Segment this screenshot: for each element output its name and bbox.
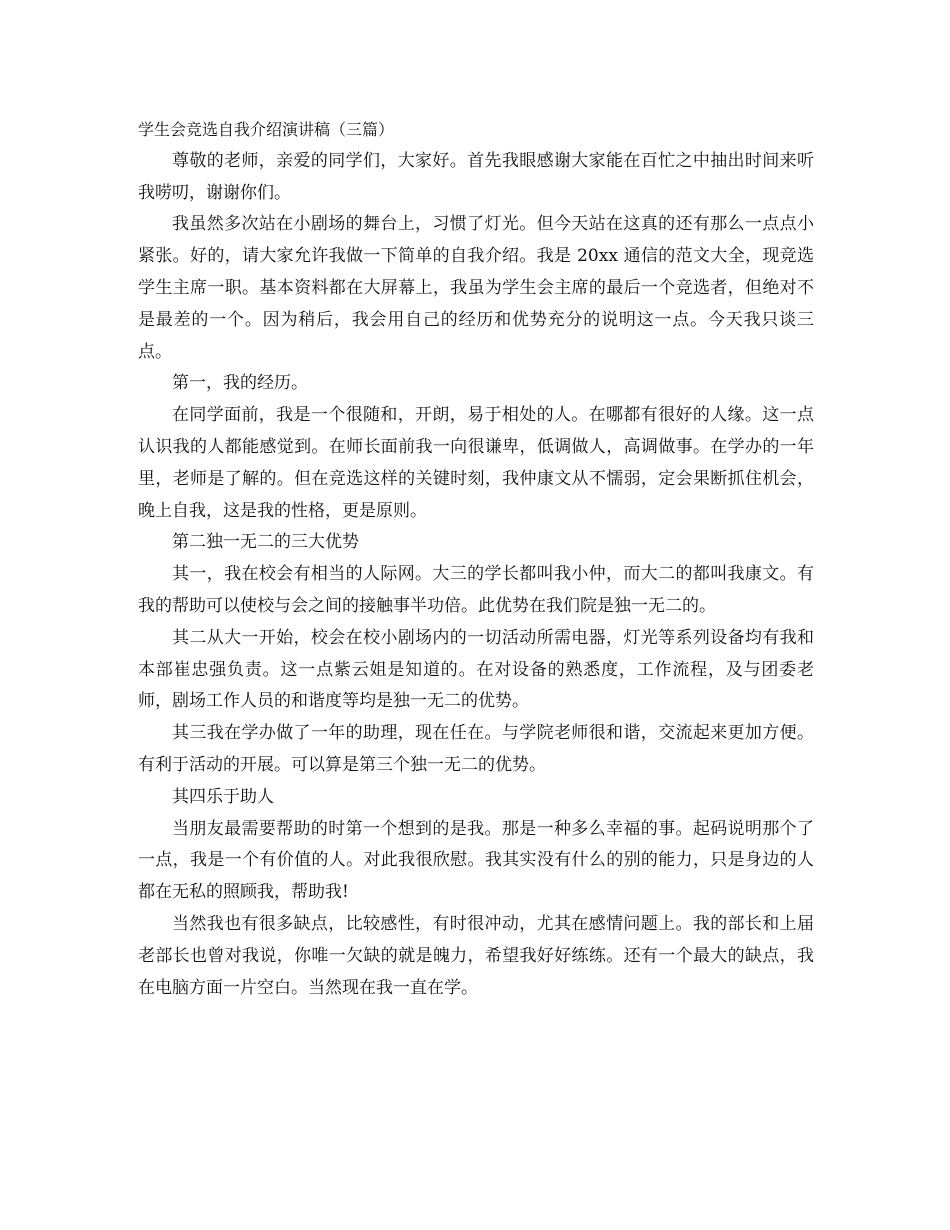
paragraph-shortcomings: 当然我也有很多缺点，比较感性，有时很冲动，尤其在感情问题上。我的部长和上届老部长也曾对我说，你唯一欠缺的就是魄力，希望我好好练练。还有一个最大的缺点，我在电脑方面一片空白。当然现在我一直在学。 xyxy=(138,913,814,998)
document-body xyxy=(138,114,814,1004)
paragraph-self-introduction: 我虽然多次站在小剧场的舞台上，习惯了灯光。但今天站在这真的还有那么一点点小紧张。好的，请大家允许我做一下简单的自我介绍。我是 20xx 通信的范文大全，现竞选学生主席一职。基本资料都在大屏幕上，我虽为学生会主席的最后一个竞选者，但绝对不是最差的一个。因为稍后，我会用自己的经历和优势充分的说明这一点。今天我只谈三点。 xyxy=(138,214,814,362)
paragraph-advantage-two: 其二从大一开始，校会在校小剧场内的一切活动所需电器，灯光等系列设备均有我和本部崔忠强负责。这一点紫云姐是知道的。在对设备的熟悉度，工作流程，及与团委老师，剧场工作人员的和谐度等均是独一无二的优势。 xyxy=(138,627,814,712)
document-title: 学生会竞选自我介绍演讲稿（三篇） xyxy=(138,120,395,139)
heading-fourth-helpful: 其四乐于助人 xyxy=(172,786,274,807)
paragraph-greeting: 尊敬的老师，亲爱的同学们，大家好。首先我眼感谢大家能在百忙之中抽出时间来听我唠叨，谢谢你们。 xyxy=(138,150,814,203)
heading-first-experience: 第一，我的经历。 xyxy=(172,373,308,394)
paragraph-helping-friends: 当朋友最需要帮助的时第一个想到的是我。那是一种多么幸福的事。起码说明那个了一点，我是一个有价值的人。对此我很欣慰。我其实没有什么的别的能力，只是身边的人都在无私的照顾我，帮助我! xyxy=(138,818,814,903)
paragraph-personality: 在同学面前，我是一个很随和，开朗，易于相处的人。在哪都有很好的人缘。这一点认识我的人都能感觉到。在师长面前我一向很谦卑，低调做人，高调做事。在学办的一年里，老师是了解的。但在竞选这样的关键时刻，我仲康文从不懦弱，定会果断抓住机会，晚上自我，这是我的性格，更是原则。 xyxy=(138,405,814,521)
paragraph-advantage-one: 其一，我在校会有相当的人际网。大三的学长都叫我小仲，而大二的都叫我康文。有我的帮助可以使校与会之间的接触事半功倍。此优势在我们院是独一无二的。 xyxy=(138,564,814,616)
paragraph-advantage-three: 其三我在学办做了一年的助理，现在任在。与学院老师很和谐，交流起来更加方便。有利于活动的开展。可以算是第三个独一无二的优势。 xyxy=(138,723,814,775)
heading-second-advantages: 第二独一无二的三大优势 xyxy=(172,532,359,553)
